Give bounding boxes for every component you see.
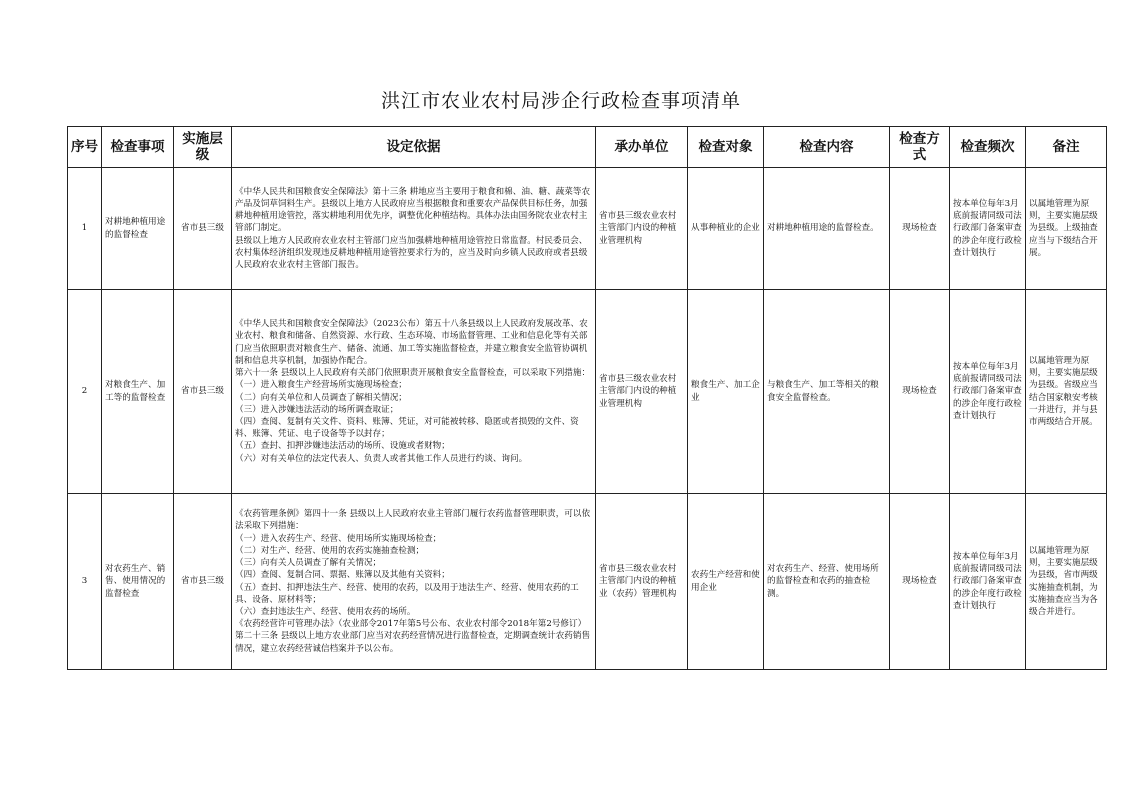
- cell-no: 3: [68, 494, 102, 670]
- cell-basis: 《中华人民共和国粮食安全保障法》第十三条 耕地应当主要用于粮食和棉、油、糖、蔬菜等农产品及饲草饲料生产。县级以上地方人民政府应当根据粮食和重要农产品保供目标任务，加强耕地种植用途管控，落实耕地利用优先序，调整优化种植结构。具体办法由国务院农业农村主管部门制定。 县级以上地方人民政府农业农村主管部门应当加强耕地种植用途管控日常监督。村民委员会、农村集体经济组织发现违反耕地种植用途管控要求行为的，应当及时向乡镇人民政府或者县级人民政府农业农村主管部门报告。: [232, 168, 596, 290]
- table-row: [68, 290, 1107, 494]
- header-content: 检查内容: [764, 127, 890, 168]
- cell-note: 以属地管理为原则，主要实施层级为县级，省市两级实施抽查机制，为实施抽查应当为各级合并进行。: [1026, 494, 1107, 670]
- cell-unit: 省市县三级农业农村主管部门内设的种植业管理机构: [596, 168, 688, 290]
- inspection-table: [67, 126, 1107, 670]
- cell-freq: 按本单位每年3月底前报请同级司法行政部门备案审查的涉企年度行政检查计划执行: [950, 168, 1026, 290]
- cell-level: 省市县三级: [174, 494, 232, 670]
- cell-note: 以属地管理为原则，主要实施层级为县级。省级应当结合国家粮安考核一并进行，并与县市两级结合开展。: [1026, 290, 1107, 494]
- cell-level: 省市县三级: [174, 290, 232, 494]
- cell-content: 对农药生产、经营、使用场所的监督检查和农药的抽查检测。: [764, 494, 890, 670]
- cell-item: 对耕地种植用途的监督检查: [102, 168, 174, 290]
- table-row: [68, 168, 1107, 290]
- cell-target: 从事种植业的企业: [688, 168, 764, 290]
- header-unit: 承办单位: [596, 127, 688, 168]
- header-no: 序号: [68, 127, 102, 168]
- cell-unit: 省市县三级农业农村主管部门内设的种植业（农药）管理机构: [596, 494, 688, 670]
- cell-target: 粮食生产、加工企业: [688, 290, 764, 494]
- table-header-row: [68, 127, 1107, 168]
- cell-basis: 《中华人民共和国粮食安全保障法》（2023公布）第五十八条县级以上人民政府发展改革、农业农村、粮食和储备、自然资源、水行政、生态环境、市场监督管理、工业和信息化等有关部门应当依照职责对粮食生产、储备、流通、加工等实施监督检查，并建立粮食安全监管协调机制和信息共享机制，加强协作配合。 第六十一条 县级以上人民政府有关部门依照职责开展粮食安全监督检查，可以采取下列措施： （一）进入粮食生产经营场所实施现场检查； （二）向有关单位和人员调查了解相关情况； （三）进入涉嫌违法活动的场所调查取证； （四）查阅、复制有关文件、资料、账簿、凭证，对可能被转移、隐匿或者损毁的文件、资料、账簿、凭证、电子设备等予以封存； （五）查封、扣押涉嫌违法活动的场所、设施或者财物； （六）对有关单位的法定代表人、负责人或者其他工作人员进行约谈、询问。: [232, 290, 596, 494]
- header-freq: 检查频次: [950, 127, 1026, 168]
- cell-content: 与粮食生产、加工等相关的粮食安全监督检查。: [764, 290, 890, 494]
- header-level: 实施层级: [174, 127, 232, 168]
- header-method: 检查方式: [890, 127, 950, 168]
- cell-method: 现场检查: [890, 290, 950, 494]
- cell-basis: 《农药管理条例》第四十一条 县级以上人民政府农业主管部门履行农药监督管理职责，可以依法采取下列措施： （一）进入农药生产、经营、使用场所实施现场检查； （二）对生产、经营、使用的农药实施抽查检测； （三）向有关人员调查了解有关情况； （四）查阅、复制合同、票据、账簿以及其他有关资料； （五）查封、扣押违法生产、经营、使用的农药，以及用于违法生产、经营、使用农药的工具、设备、原材料等； （六）查封违法生产、经营、使用农药的场所。 《农药经营许可管理办法》（农业部令2017年第5号公布、农业农村部令2018年第2号修订）第二十三条 县级以上地方农业部门应当对农药经营情况进行监督检查，定期调查统计农药销售情况，建立农药经营诚信档案并予以公布。: [232, 494, 596, 670]
- header-note: 备注: [1026, 127, 1107, 168]
- cell-item: 对农药生产、销售、使用情况的监督检查: [102, 494, 174, 670]
- cell-item: 对粮食生产、加工等的监督检查: [102, 290, 174, 494]
- page-title: 洪江市农业农村局涉企行政检查事项清单: [380, 90, 741, 112]
- cell-content: 对耕地种植用途的监督检查。: [764, 168, 890, 290]
- table-row: [68, 494, 1107, 670]
- cell-method: 现场检查: [890, 168, 950, 290]
- cell-freq: 按本单位每年3月底前报请同级司法行政部门备案审查的涉企年度行政检查计划执行: [950, 290, 1026, 494]
- cell-note: 以属地管理为原则，主要实施层级为县级。上级抽查应当与下级结合开展。: [1026, 168, 1107, 290]
- cell-no: 2: [68, 290, 102, 494]
- cell-freq: 按本单位每年3月底前报请同级司法行政部门备案审查的涉企年度行政检查计划执行: [950, 494, 1026, 670]
- header-basis: 设定依据: [232, 127, 596, 168]
- cell-method: 现场检查: [890, 494, 950, 670]
- cell-level: 省市县三级: [174, 168, 232, 290]
- cell-unit: 省市县三级农业农村主管部门内设的种植业管理机构: [596, 290, 688, 494]
- header-item: 检查事项: [102, 127, 174, 168]
- cell-target: 农药生产经营和使用企业: [688, 494, 764, 670]
- cell-no: 1: [68, 168, 102, 290]
- header-target: 检查对象: [688, 127, 764, 168]
